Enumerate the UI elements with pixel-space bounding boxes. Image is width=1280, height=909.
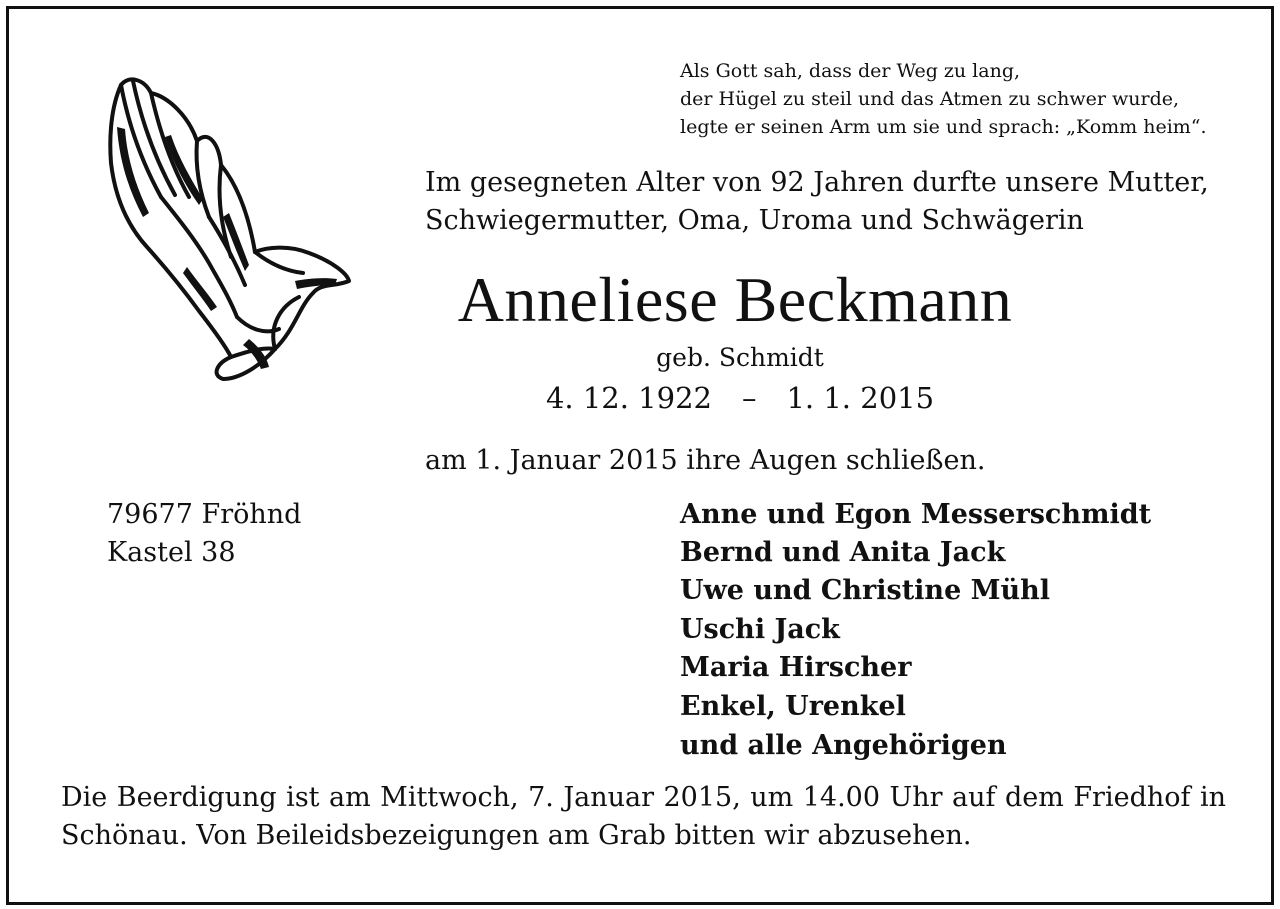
maiden-name: geb. Schmidt (656, 343, 824, 372)
life-dates (9, 381, 1271, 415)
intro-line-2: Schwiegermutter, Oma, Uroma und Schwägerin (425, 205, 1084, 236)
mourner-item: Enkel, Urenkel (680, 691, 906, 722)
obituary-notice (6, 6, 1274, 905)
poem-line-3: legte er seinen Arm um sie und sprach: „Komm heim“. (680, 116, 1207, 138)
birth-date: 4. 12. 1922 (545, 381, 712, 415)
closing-line: am 1. Januar 2015 ihre Augen schließen. (425, 445, 986, 476)
mourner-item: Uwe und Christine Mühl (680, 575, 1051, 606)
mourner-item: und alle Angehörigen (680, 730, 1007, 761)
mourner-item: Maria Hirscher (680, 652, 912, 683)
deceased-name: Anneliese Beckmann (457, 264, 1013, 335)
funeral-notice: Die Beerdigung ist am Mittwoch, 7. Januar 2015, um 14.00 Uhr auf dem Friedhof in Schönau. Von Beileidsbezeigungen am Grab bitten wir abzusehen. (61, 782, 1226, 851)
date-dash: – (741, 381, 757, 415)
poem-line-2: der Hügel zu steil und das Atmen zu schwer wurde, (680, 88, 1180, 110)
mourner-item: Bernd und Anita Jack (680, 537, 1006, 568)
address-line-2: Kastel 38 (107, 537, 236, 568)
death-date: 1. 1. 2015 (786, 381, 935, 415)
mourner-item: Uschi Jack (680, 614, 840, 645)
address-line-1: 79677 Fröhnd (107, 499, 302, 530)
mourner-item: Anne und Egon Messerschmidt (680, 499, 1152, 530)
intro-line-1: Im gesegneten Alter von 92 Jahren durfte unsere Mutter, (425, 167, 1209, 198)
poem-line-1: Als Gott sah, dass der Weg zu lang, (680, 60, 1021, 82)
